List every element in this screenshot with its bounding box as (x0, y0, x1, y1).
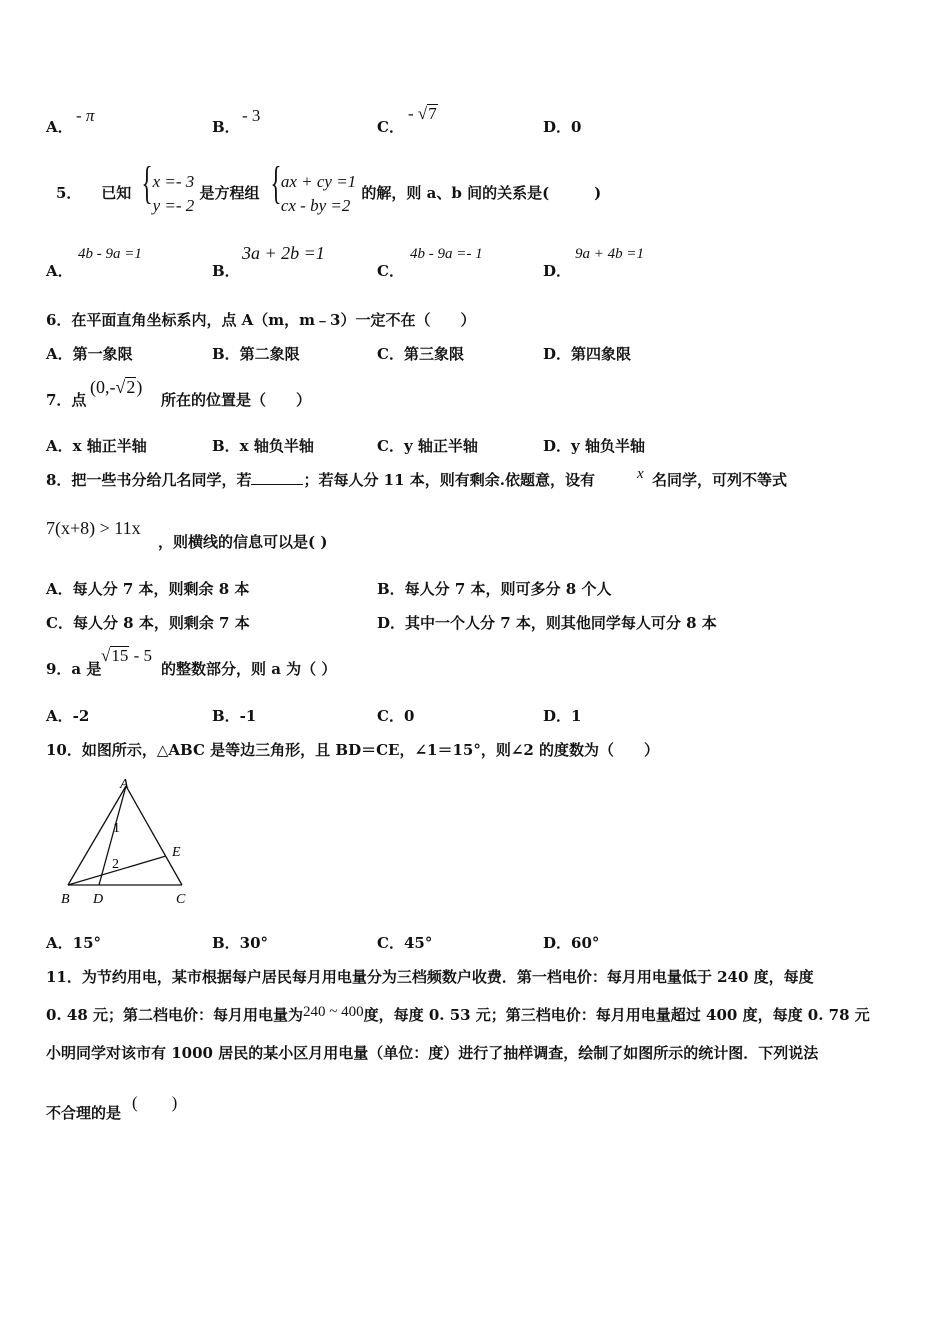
q9-suffix: 的整数部分，则 a 为（ ） (161, 660, 337, 678)
q8-suffix: 名同学，可列不等式 (652, 471, 788, 489)
q9-radicand: 15 (111, 646, 129, 665)
q11-line4-paren: ( ) (132, 1093, 178, 1112)
q4-option-c-prefix: - (408, 104, 414, 123)
label-e: E (172, 845, 181, 860)
q4-option-b-label: B． (212, 118, 240, 136)
q8-option-a: A．每人分 7 本，则剩余 8 本 (46, 580, 250, 598)
q5-suffix: 的解，则 a、b 间的关系是( ) (361, 184, 602, 202)
q9-option-d: D．1 (543, 707, 582, 725)
q5-option-c-value: 4b - 9a =- 1 (410, 246, 483, 262)
side-ac (126, 786, 182, 885)
q5-option-a-value: 4b - 9a =1 (78, 246, 142, 262)
q11-line2 (46, 1004, 870, 1025)
q8-blank (251, 470, 303, 485)
q7-point-close: ) (136, 377, 143, 397)
q4-option-c-value (408, 104, 438, 124)
q8-inequality: 7(x+8) > 11x (46, 518, 141, 538)
q11-line2-a: 0. 48 元；第二档电价：每月用电量为 (46, 1006, 303, 1024)
label-angle-1: 1 (113, 821, 120, 836)
q9-minus: - 5 (133, 646, 153, 665)
q9-option-c: C．0 (377, 707, 415, 725)
q6-option-d: D．第四象限 (543, 345, 632, 363)
q9-option-a: A．-2 (46, 707, 90, 725)
sqrt-symbol: √15 (101, 646, 129, 665)
q8-mid: ；若每人分 11 本，则有剩余.依题意，设有 (303, 471, 595, 489)
label-c: C (176, 892, 186, 907)
q11-line2-range: 240 ~ 400 (302, 1004, 364, 1020)
q9-prefix: 9．a 是 (46, 660, 102, 678)
q7-point-radicand: 2 (126, 377, 136, 397)
q7-point-open: (0,- (90, 377, 116, 397)
q7-point (90, 377, 142, 398)
q5-option-c-label: C． (377, 262, 404, 280)
q10-option-a: A．15° (46, 934, 102, 952)
q4-option-a (46, 116, 73, 137)
q4-option-a-label: A． (46, 118, 73, 136)
q7-option-d: D．y 轴负半轴 (543, 437, 645, 455)
q5-sol2: y =- 2 (152, 196, 195, 215)
left-brace-icon: { (142, 157, 154, 208)
question-5 (56, 157, 602, 218)
q6-option-a: A．第一象限 (46, 345, 133, 363)
q7-suffix: 所在的位置是（ ） (161, 391, 312, 409)
q4-option-b-value: - 3 (242, 106, 261, 125)
q5-sol1: x =- 3 (152, 172, 195, 191)
q7-option-a: A．x 轴正半轴 (46, 437, 147, 455)
q8-option-b: B．每人分 7 本，则可多分 8 个人 (377, 580, 612, 598)
q5-equation-system (281, 170, 356, 218)
q11-line3: 小明同学对该市有 1000 居民的某小区月用电量（单位：度）进行了抽样调查，绘制了如图所示的统计图．下列说法 (46, 1044, 819, 1062)
q6-option-b: B．第二象限 (212, 345, 300, 363)
question-6: 6．在平面直角坐标系内，点 A（m，m﹣3）一定不在（ ） (46, 311, 476, 329)
q7-option-b: B．x 轴负半轴 (212, 437, 314, 455)
label-a: A (120, 777, 129, 792)
label-b: B (61, 892, 70, 907)
q6-option-c: C．第三象限 (377, 345, 464, 363)
q7-option-c: C．y 轴正半轴 (377, 437, 478, 455)
sqrt-symbol: √2 (115, 377, 136, 397)
triangle-figure (58, 776, 190, 908)
q5-option-d-label: D． (543, 262, 572, 280)
q8-var: x (637, 466, 644, 482)
question-10: 10．如图所示，△ABC 是等边三角形，且 BD＝CE，∠1＝15°，则∠2 的度数为（ ） (46, 741, 660, 759)
q4-option-c-radicand: 7 (428, 104, 437, 123)
sqrt-symbol: √7 (417, 104, 437, 123)
q5-eq1: ax + cy =1 (280, 172, 357, 191)
question-8 (46, 469, 595, 490)
q5-option-b-value: 3a + 2b =1 (242, 243, 325, 263)
q9-expression (101, 646, 152, 666)
q11-line4: 不合理的是 (46, 1104, 122, 1122)
q8-line2-suffix: ，则横线的信息可以是( ) (158, 533, 328, 551)
q5-option-d-value: 9a + 4b =1 (575, 246, 644, 262)
q5-solution-system (153, 170, 195, 218)
q5-option-a-label: A． (46, 262, 73, 280)
q5-option-b-label: B． (212, 262, 240, 280)
q5-number: 5． (56, 184, 82, 202)
label-d: D (93, 892, 104, 907)
label-angle-2: 2 (112, 857, 119, 872)
left-brace-icon: { (270, 157, 282, 208)
q4-option-d: D．0 (543, 118, 582, 136)
q10-option-c: C．45° (377, 934, 433, 952)
q10-option-b: B．30° (212, 934, 269, 952)
q8-option-d: D．其中一个人分 7 本，则其他同学每人可分 8 本 (377, 614, 717, 632)
q9-option-b: B．-1 (212, 707, 257, 725)
q7-prefix: 7．点 (46, 391, 87, 409)
q11-line2-b: 度，每度 0. 53 元；第三档电价：每月用电量超过 400 度，每度 0. 78 元 (363, 1006, 870, 1024)
q5-eq2: cx - by =2 (280, 196, 351, 215)
q8-prefix: 8．把一些书分给几名同学，若 (46, 471, 252, 489)
q8-option-c: C．每人分 8 本，则剩余 7 本 (46, 614, 250, 632)
q4-option-c-label: C． (377, 118, 404, 136)
q10-option-d: D．60° (543, 934, 600, 952)
q5-mid: 是方程组 (199, 184, 260, 202)
q11-line1: 11．为节约用电，某市根据每户居民每月用电量分为三档频数户收费．第一档电价：每月用电量低于 240 度，每度 (46, 968, 814, 986)
q4-option-a-value: - π (76, 106, 95, 125)
q5-prefix: 已知 (101, 184, 132, 202)
